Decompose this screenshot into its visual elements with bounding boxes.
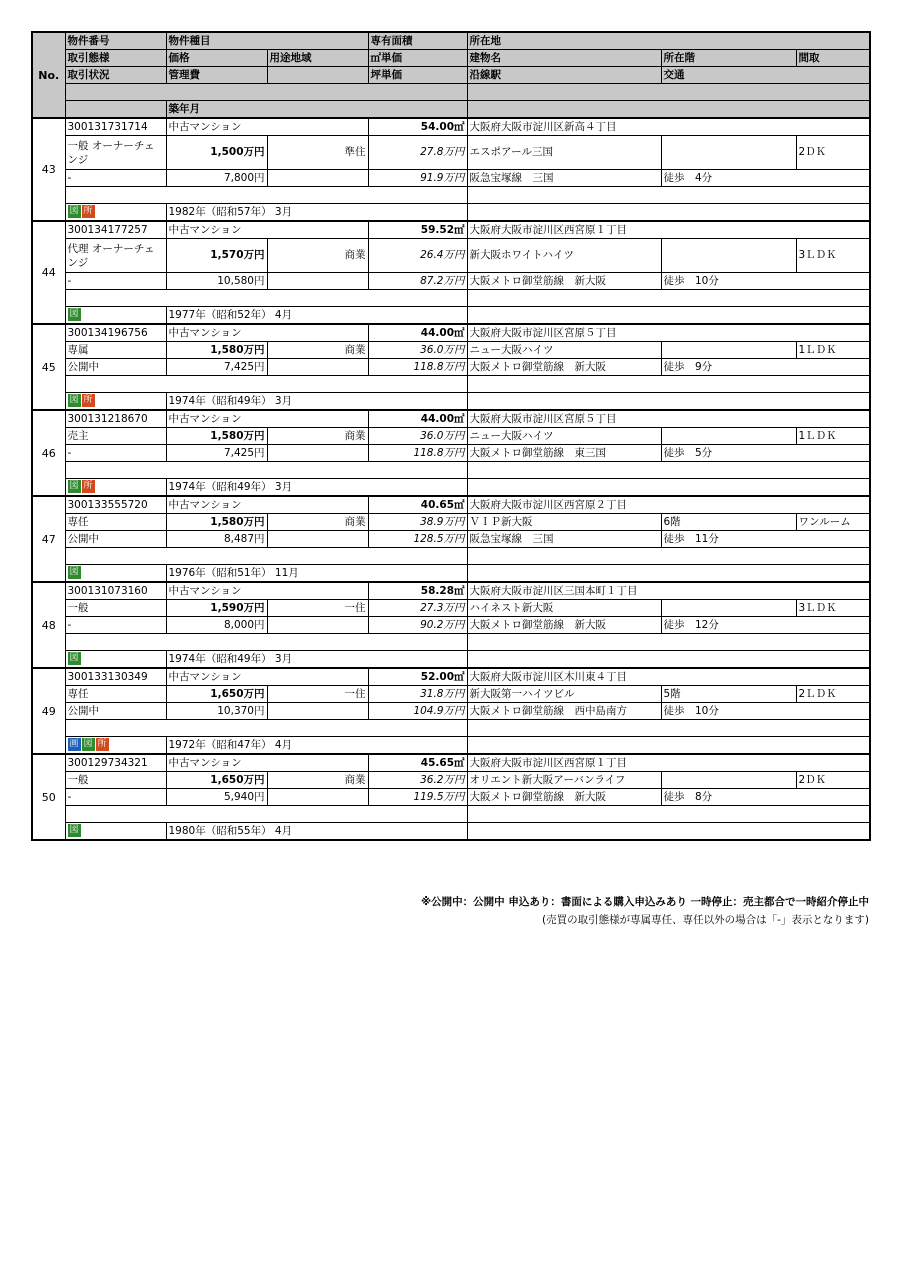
header-blank-left (65, 84, 467, 101)
built-date: 1974年（昭和49年） 3月 (166, 479, 467, 497)
badge-cell (65, 737, 166, 755)
deal-type: 専任 (65, 514, 166, 531)
tsubo-price: 91.9万円 (368, 170, 467, 187)
header-property-type: 物件種目 (166, 32, 368, 50)
property-type: 中古マンション (166, 754, 368, 772)
deal-status: 公開中 (65, 703, 166, 720)
blank-row-left (65, 720, 467, 737)
deal-type: 売主 (65, 428, 166, 445)
property-number: 300131218670 (65, 410, 166, 428)
header-floor: 所在階 (661, 50, 796, 67)
floor: 6階 (661, 514, 796, 531)
address: 大阪府大阪市淀川区木川東４丁目 (467, 668, 870, 686)
property-type: 中古マンション (166, 410, 368, 428)
header-built-date: 築年月 (166, 101, 467, 119)
sqm-price: 36.0万円 (368, 428, 467, 445)
header-status: 取引状況 (65, 67, 166, 84)
management-fee: 5,940円 (166, 789, 267, 806)
deal-status: - (65, 170, 166, 187)
footnote-status-legend: ※公開中：公開中 申込あり：書面による購入申込みあり 一時停止：売主都合で一時紹介停止中 (420, 896, 869, 908)
header-building-name: 建物名 (467, 50, 661, 67)
property-number: 300134196756 (65, 324, 166, 342)
record-no: 50 (32, 754, 65, 840)
room-layout: 3ＬＤＫ (796, 600, 870, 617)
floorplan-badge-icon[interactable]: 図 (69, 481, 79, 491)
floor (661, 428, 796, 445)
deal-status: - (65, 789, 166, 806)
deal-status: 公開中 (65, 531, 166, 548)
walk-time: 徒歩 4分 (661, 170, 870, 187)
property-record (32, 668, 870, 754)
blank-cell-right (467, 204, 870, 222)
floorplan-badge-icon[interactable]: 図 (69, 206, 79, 216)
blank-row-right (467, 290, 870, 307)
location-badge-icon[interactable]: 所 (83, 206, 93, 216)
deal-type: 一般 (65, 600, 166, 617)
price: 1,650万円 (166, 686, 267, 703)
floorplan-badge-icon[interactable]: 図 (69, 567, 79, 577)
deal-status: - (65, 445, 166, 462)
blank-row-left (65, 290, 467, 307)
empty-cell (267, 359, 368, 376)
management-fee: 10,580円 (166, 273, 267, 290)
record-no: 43 (32, 118, 65, 221)
floor-area: 58.28㎡ (368, 582, 467, 600)
empty-cell (267, 445, 368, 462)
blank-cell-right (467, 823, 870, 841)
deal-type: 一般 (65, 772, 166, 789)
walk-time: 徒歩 8分 (661, 789, 870, 806)
floor-area: 44.00㎡ (368, 410, 467, 428)
zoning: 商業 (267, 772, 368, 789)
floor-area: 45.65㎡ (368, 754, 467, 772)
header-station: 沿線駅 (467, 67, 661, 84)
tsubo-price: 90.2万円 (368, 617, 467, 634)
built-date: 1974年（昭和49年） 3月 (166, 651, 467, 669)
property-record (32, 221, 870, 324)
floorplan-badge-icon[interactable]: 図 (69, 395, 79, 405)
sqm-price: 31.8万円 (368, 686, 467, 703)
walk-time: 徒歩 10分 (661, 703, 870, 720)
address: 大阪府大阪市淀川区西宮原２丁目 (467, 496, 870, 514)
blank-row-right (467, 376, 870, 393)
management-fee: 7,800円 (166, 170, 267, 187)
blank-row-left (65, 806, 467, 823)
header-floor-area: 専有面積 (368, 32, 467, 50)
property-number: 300133130349 (65, 668, 166, 686)
building-name: ＶＩＰ新大阪 (467, 514, 661, 531)
property-type: 中古マンション (166, 221, 368, 239)
room-layout: 3ＬＤＫ (796, 239, 870, 273)
management-fee: 8,000円 (166, 617, 267, 634)
blank-cell-right (467, 479, 870, 497)
price: 1,570万円 (166, 239, 267, 273)
zoning: 一住 (267, 600, 368, 617)
blank-cell-right (467, 393, 870, 411)
sqm-price: 27.8万円 (368, 136, 467, 170)
blank-row-right (467, 720, 870, 737)
floor-area: 40.65㎡ (368, 496, 467, 514)
building-name: オリエント新大阪アーバンライフ (467, 772, 661, 789)
property-record (32, 754, 870, 840)
tsubo-price: 118.8万円 (368, 359, 467, 376)
property-number: 300133555720 (65, 496, 166, 514)
station-line: 大阪メトロ御堂筋線 新大阪 (467, 359, 661, 376)
header-access: 交通 (661, 67, 870, 84)
record-no: 49 (32, 668, 65, 754)
price: 1,590万円 (166, 600, 267, 617)
sqm-price: 38.9万円 (368, 514, 467, 531)
empty-cell (267, 703, 368, 720)
address: 大阪府大阪市淀川区西宮原１丁目 (467, 221, 870, 239)
blank-row-right (467, 548, 870, 565)
sqm-price: 36.2万円 (368, 772, 467, 789)
zoning: 商業 (267, 239, 368, 273)
blank-row-right (467, 187, 870, 204)
property-record (32, 118, 870, 221)
property-list-sheet (31, 31, 869, 841)
walk-time: 徒歩 9分 (661, 359, 870, 376)
floorplan-badge-icon[interactable]: 図 (69, 309, 79, 319)
price: 1,650万円 (166, 772, 267, 789)
station-line: 阪急宝塚線 三国 (467, 531, 661, 548)
room-layout: 2ＤＫ (796, 772, 870, 789)
property-number: 300134177257 (65, 221, 166, 239)
zoning: 商業 (267, 428, 368, 445)
deal-type: 一般 オーナーチェンジ (65, 136, 166, 170)
tsubo-price: 87.2万円 (368, 273, 467, 290)
blank-row-left (65, 634, 467, 651)
footnote (421, 893, 869, 929)
built-date: 1977年（昭和52年） 4月 (166, 307, 467, 325)
sqm-price: 27.3万円 (368, 600, 467, 617)
floor (661, 136, 796, 170)
property-type: 中古マンション (166, 324, 368, 342)
management-fee: 7,425円 (166, 359, 267, 376)
address: 大阪府大阪市淀川区宮原５丁目 (467, 324, 870, 342)
property-record (32, 410, 870, 496)
walk-time: 徒歩 12分 (661, 617, 870, 634)
header-tsubo-price: 坪単価 (368, 67, 467, 84)
location-badge-icon[interactable]: 所 (83, 395, 93, 405)
deal-status: - (65, 273, 166, 290)
building-name: ハイネスト新大阪 (467, 600, 661, 617)
blank-cell-right (467, 307, 870, 325)
property-number: 300131731714 (65, 118, 166, 136)
badge-cell (65, 823, 166, 841)
building-name: ニュー大阪ハイツ (467, 342, 661, 359)
floor (661, 600, 796, 617)
building-name: エスポアール三国 (467, 136, 661, 170)
floorplan-badge-icon[interactable]: 図 (69, 825, 79, 835)
built-date: 1972年（昭和47年） 4月 (166, 737, 467, 755)
station-line: 大阪メトロ御堂筋線 新大阪 (467, 273, 661, 290)
property-record (32, 324, 870, 410)
footnote-deal-note: (売買の取引態様が専属専任、専任以外の場合は「-」表示となります) (542, 914, 869, 926)
floorplan-badge-icon[interactable]: 図 (83, 739, 93, 749)
built-date: 1982年（昭和57年） 3月 (166, 204, 467, 222)
address: 大阪府大阪市淀川区宮原５丁目 (467, 410, 870, 428)
tsubo-price: 104.9万円 (368, 703, 467, 720)
price: 1,580万円 (166, 342, 267, 359)
badge-cell (65, 204, 166, 222)
empty-cell (267, 273, 368, 290)
header-management-fee: 管理費 (166, 67, 267, 84)
price: 1,500万円 (166, 136, 267, 170)
room-layout: 1ＬＤＫ (796, 428, 870, 445)
station-line: 阪急宝塚線 三国 (467, 170, 661, 187)
header-blank-cell (65, 101, 166, 119)
record-no: 48 (32, 582, 65, 668)
floor (661, 239, 796, 273)
property-record (32, 582, 870, 668)
management-fee: 7,425円 (166, 445, 267, 462)
station-line: 大阪メトロ御堂筋線 西中島南方 (467, 703, 661, 720)
property-record (32, 496, 870, 582)
location-badge-icon[interactable]: 所 (97, 739, 107, 749)
empty-cell (267, 531, 368, 548)
blank-cell-right (467, 651, 870, 669)
deal-type: 専属 (65, 342, 166, 359)
floor (661, 342, 796, 359)
property-table (31, 31, 871, 841)
header-sqm-price: ㎡単価 (368, 50, 467, 67)
record-no: 44 (32, 221, 65, 324)
blank-row-left (65, 548, 467, 565)
header-price: 価格 (166, 50, 267, 67)
photo-badge-icon[interactable]: 画 (69, 739, 79, 749)
zoning: 商業 (267, 342, 368, 359)
zoning: 商業 (267, 514, 368, 531)
header-deal-type: 取引態様 (65, 50, 166, 67)
walk-time: 徒歩 5分 (661, 445, 870, 462)
location-badge-icon[interactable]: 所 (83, 481, 93, 491)
tsubo-price: 118.8万円 (368, 445, 467, 462)
blank-row-left (65, 187, 467, 204)
deal-type: 代理 オーナーチェンジ (65, 239, 166, 273)
deal-status: - (65, 617, 166, 634)
deal-type: 専任 (65, 686, 166, 703)
blank-row-left (65, 376, 467, 393)
management-fee: 8,487円 (166, 531, 267, 548)
address: 大阪府大阪市淀川区三国本町１丁目 (467, 582, 870, 600)
empty-cell (267, 170, 368, 187)
management-fee: 10,370円 (166, 703, 267, 720)
header-blank-right2 (467, 101, 870, 119)
built-date: 1980年（昭和55年） 4月 (166, 823, 467, 841)
blank-row-right (467, 462, 870, 479)
property-number: 300131073160 (65, 582, 166, 600)
table-header (32, 32, 870, 118)
blank-cell-right (467, 737, 870, 755)
empty-cell (267, 789, 368, 806)
room-layout: 2ＬＤＫ (796, 686, 870, 703)
empty-cell (267, 617, 368, 634)
price: 1,580万円 (166, 428, 267, 445)
property-type: 中古マンション (166, 496, 368, 514)
tsubo-price: 119.5万円 (368, 789, 467, 806)
building-name: 新大阪ホワイトハイツ (467, 239, 661, 273)
floor (661, 772, 796, 789)
sqm-price: 36.0万円 (368, 342, 467, 359)
tsubo-price: 128.5万円 (368, 531, 467, 548)
header-layout: 間取 (796, 50, 870, 67)
badge-cell (65, 393, 166, 411)
floor-area: 59.52㎡ (368, 221, 467, 239)
header-empty (267, 67, 368, 84)
building-name: 新大阪第一ハイツビル (467, 686, 661, 703)
badge-cell (65, 651, 166, 669)
blank-row-right (467, 806, 870, 823)
property-type: 中古マンション (166, 582, 368, 600)
header-location: 所在地 (467, 32, 870, 50)
deal-status: 公開中 (65, 359, 166, 376)
station-line: 大阪メトロ御堂筋線 新大阪 (467, 789, 661, 806)
header-blank-right (467, 84, 870, 101)
zoning: 一住 (267, 686, 368, 703)
address: 大阪府大阪市淀川区西宮原１丁目 (467, 754, 870, 772)
floor-area: 52.00㎡ (368, 668, 467, 686)
header-no: No. (32, 32, 65, 118)
record-no: 46 (32, 410, 65, 496)
room-layout: 1ＬＤＫ (796, 342, 870, 359)
header-property-number: 物件番号 (65, 32, 166, 50)
floor-area: 44.00㎡ (368, 324, 467, 342)
built-date: 1976年（昭和51年） 11月 (166, 565, 467, 583)
station-line: 大阪メトロ御堂筋線 新大阪 (467, 617, 661, 634)
floor: 5階 (661, 686, 796, 703)
blank-row-right (467, 634, 870, 651)
price: 1,580万円 (166, 514, 267, 531)
badge-cell (65, 565, 166, 583)
floor-area: 54.00㎡ (368, 118, 467, 136)
floorplan-badge-icon[interactable]: 図 (69, 653, 79, 663)
property-type: 中古マンション (166, 668, 368, 686)
sqm-price: 26.4万円 (368, 239, 467, 273)
record-no: 45 (32, 324, 65, 410)
room-layout: 2ＤＫ (796, 136, 870, 170)
walk-time: 徒歩 11分 (661, 531, 870, 548)
building-name: ニュー大阪ハイツ (467, 428, 661, 445)
badge-cell (65, 307, 166, 325)
walk-time: 徒歩 10分 (661, 273, 870, 290)
built-date: 1974年（昭和49年） 3月 (166, 393, 467, 411)
badge-cell (65, 479, 166, 497)
address: 大阪府大阪市淀川区新高４丁目 (467, 118, 870, 136)
station-line: 大阪メトロ御堂筋線 東三国 (467, 445, 661, 462)
blank-cell-right (467, 565, 870, 583)
property-type: 中古マンション (166, 118, 368, 136)
room-layout: ワンルーム (796, 514, 870, 531)
header-zoning: 用途地域 (267, 50, 368, 67)
property-number: 300129734321 (65, 754, 166, 772)
blank-row-left (65, 462, 467, 479)
record-no: 47 (32, 496, 65, 582)
zoning: 準住 (267, 136, 368, 170)
